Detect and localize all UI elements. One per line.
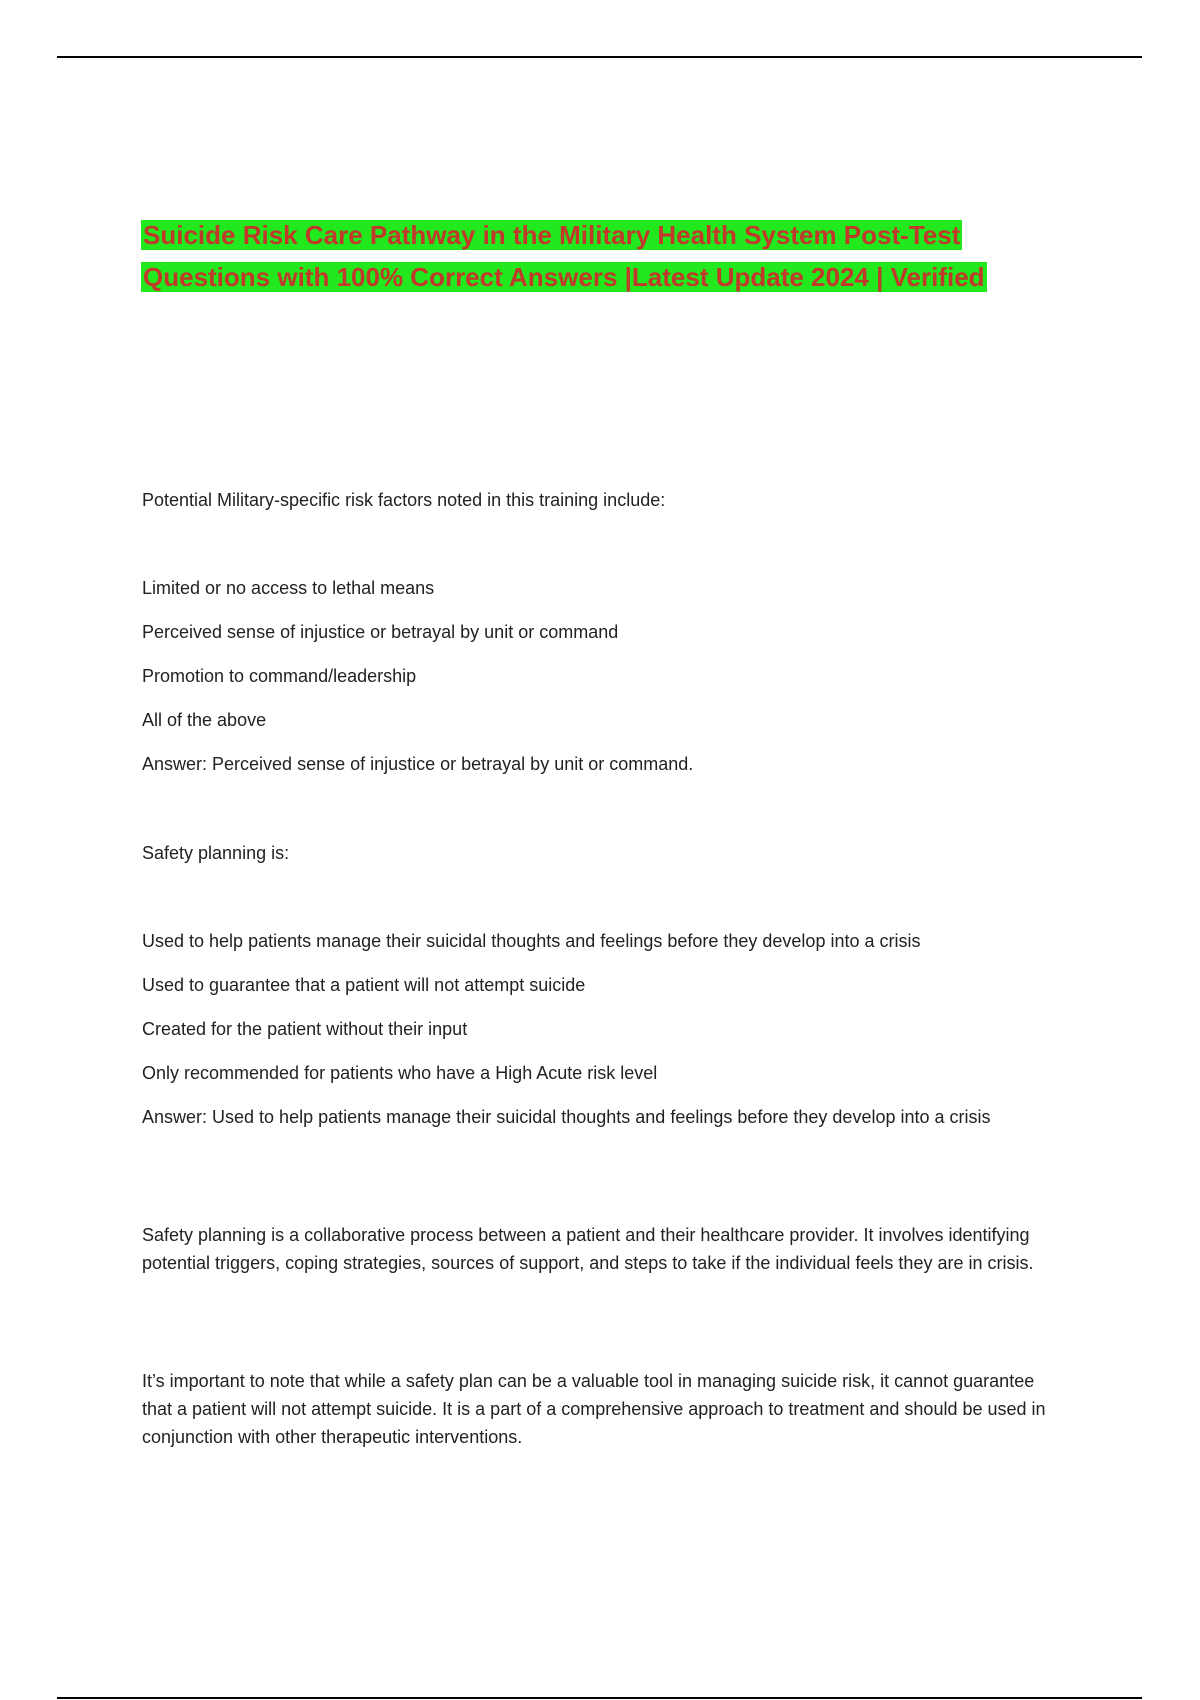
page-header-rule — [57, 56, 1142, 58]
question-2-answer: Answer: Used to help patients manage their suicidal thoughts and feelings before they develop into a crisis — [142, 1107, 991, 1127]
question-1-option-1: Limited or no access to lethal means — [142, 578, 435, 598]
question-2-option-1: Used to help patients manage their suicidal thoughts and feelings before they develop into a crisis — [142, 931, 921, 951]
title-line-2: Questions with 100% Correct Answers |Latest Update 2024 | Verified — [143, 262, 985, 292]
title-line-1: Suicide Risk Care Pathway in the Military Health System Post-Test — [143, 220, 961, 250]
question-1-answer: Answer: Perceived sense of injustice or betrayal by unit or command. — [142, 754, 694, 774]
question-2-option-3: Created for the patient without their input — [142, 1019, 468, 1039]
question-2-option-4: Only recommended for patients who have a High Acute risk level — [142, 1063, 658, 1083]
question-2-prompt: Safety planning is: — [142, 843, 290, 863]
explanation-paragraph-1: Safety planning is a collaborative process between a patient and their healthcare provider. It involves identifying potential triggers, coping strategies, sources of support, and steps to take if the individual feels they are in crisis. — [142, 1225, 1034, 1273]
question-1-option-3: Promotion to command/leadership — [142, 666, 417, 686]
question-1-prompt: Potential Military-specific risk factors noted in this training include: — [142, 490, 666, 510]
question-1-option-4: All of the above — [142, 710, 267, 730]
explanation-paragraph-2: It’s important to note that while a safety plan can be a valuable tool in managing suicide risk, it cannot guarantee that a patient will not attempt suicide. It is a part of a comprehensive approach to treatment and should be used in conjunction with other therapeutic interventions. — [142, 1371, 1046, 1447]
question-2-option-2: Used to guarantee that a patient will not attempt suicide — [142, 975, 586, 995]
question-1-option-2: Perceived sense of injustice or betrayal by unit or command — [142, 622, 619, 642]
document-title — [141, 214, 1081, 298]
page-footer-rule — [57, 1697, 1142, 1699]
